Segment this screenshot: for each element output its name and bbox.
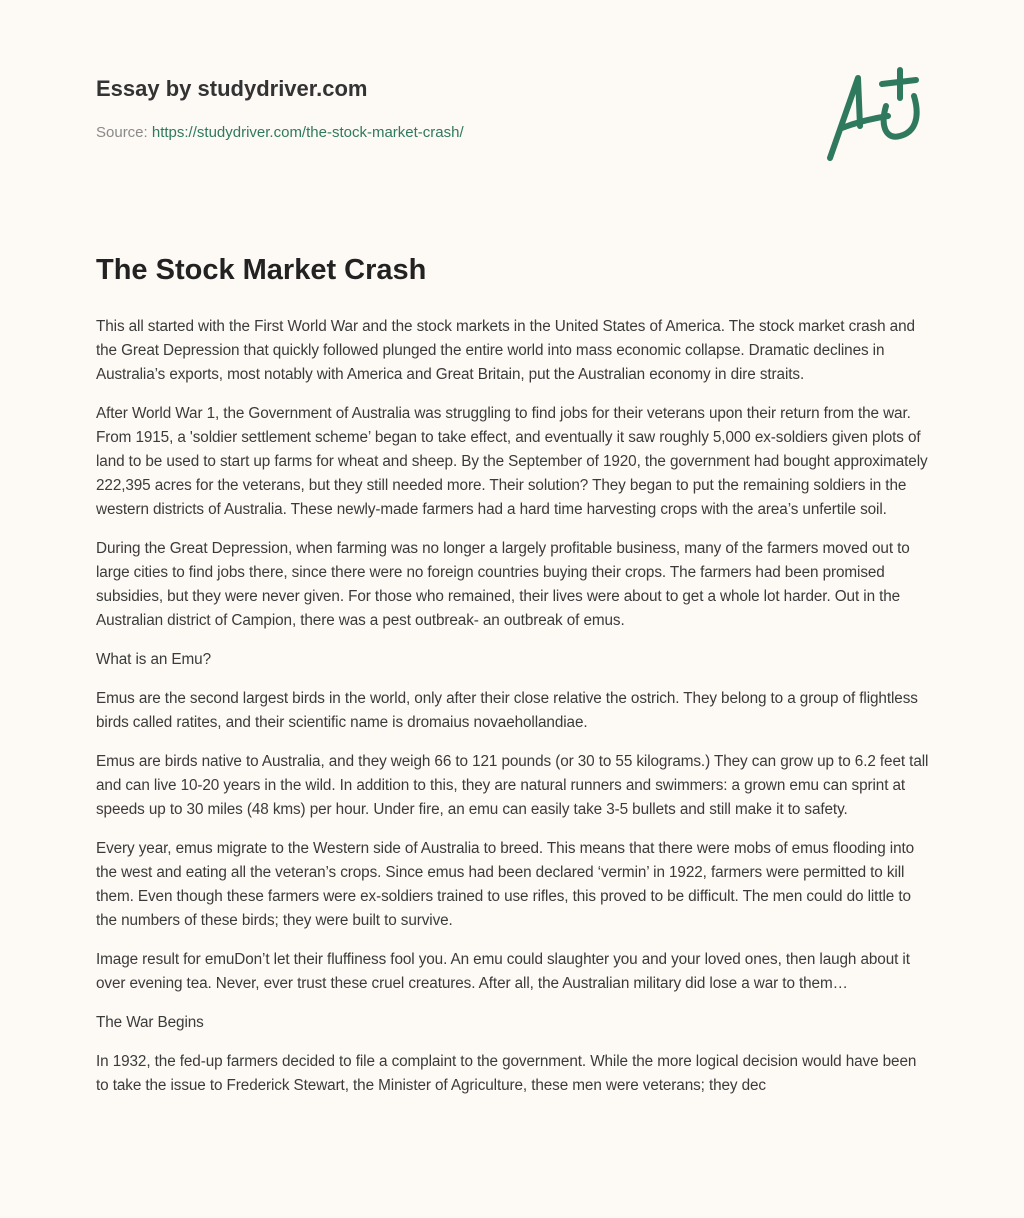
paragraph: This all started with the First World War and the stock markets in the United States of America. The stock market crash and the Great Depression that quickly followed plunged the entire world into mass economic collapse. Dramatic declines in Australia’s exports, most notably with America and Great Britain, put the Australian economy in dire straits. (96, 318, 915, 383)
section-heading: What is an Emu? (96, 651, 211, 668)
paragraph: Every year, emus migrate to the Western side of Australia to breed. This means that there were mobs of emus flooding into the west and eating all the veteran’s crops. Since emus had been declared ‘vermin’ in 1922, farmers were permitted to kill them. Even though these farmers were ex-soldiers trained to use rifles, this proved to be difficult. The men could do little to the numbers of these birds; they were built to survive. (96, 840, 915, 929)
essay-body (96, 315, 930, 1113)
paragraph: Emus are the second largest birds in the world, only after their close relative the ostrich. They belong to a group of flightless birds called ratites, and their scientific name is dromaius novaehollandiae. (96, 690, 918, 731)
paragraph: Image result for emuDon’t let their fluffiness fool you. An emu could slaughter you and your loved ones, then laugh about it over evening tea. Never, ever trust these cruel creatures. After all, the Australian military did lose a war to them… (96, 951, 910, 992)
section-heading: The War Begins (96, 1014, 204, 1031)
source-label: Source: (96, 124, 148, 141)
source-link[interactable]: https://studydriver.com/the-stock-market-crash/ (151, 124, 464, 141)
paragraph: During the Great Depression, when farming was no longer a largely profitable business, many of the farmers moved out to large cities to find jobs there, since there were no foreign countries buying their crops. The farmers had been promised subsidies, but they were never given. For those who remained, their lives were about to get a whole lot harder. Out in the Australian district of Campion, there was a pest outbreak- an outbreak of emus. (96, 540, 910, 629)
brand-heading: Essay by studydriver.com (96, 76, 368, 101)
paragraph: Emus are birds native to Australia, and they weigh 66 to 121 pounds (or 30 to 55 kilograms.) They can grow up to 6.2 feet tall and can live 10-20 years in the wild. In addition to this, they are natural runners and swimmers: a grown emu can sprint at speeds up to 30 miles (48 kms) per hour. Under fire, an emu can easily take 3-5 bullets and still make it to safety. (96, 753, 929, 818)
a-plus-logo-icon (820, 66, 930, 166)
source-line (96, 124, 464, 141)
page-title: The Stock Market Crash (96, 254, 427, 286)
paragraph: In 1932, the fed-up farmers decided to file a complaint to the government. While the more logical decision would have been to take the issue to Frederick Stewart, the Minister of Agriculture, these men were veterans; they dec (96, 1053, 917, 1094)
paragraph: After World War 1, the Government of Australia was struggling to find jobs for their veterans upon their return from the war. From 1915, a 'soldier settlement scheme’ began to take effect, and eventually it saw roughly 5,000 ex-soldiers given plots of land to be used to start up farms for wheat and sheep. By the September of 1920, the government had bought approximately 222,395 acres for the veterans, but they still needed more. Their solution? They began to put the remaining soldiers in the western districts of Australia. These newly-made farmers had a hard time harvesting crops with the area’s unfertile soil. (96, 405, 928, 518)
